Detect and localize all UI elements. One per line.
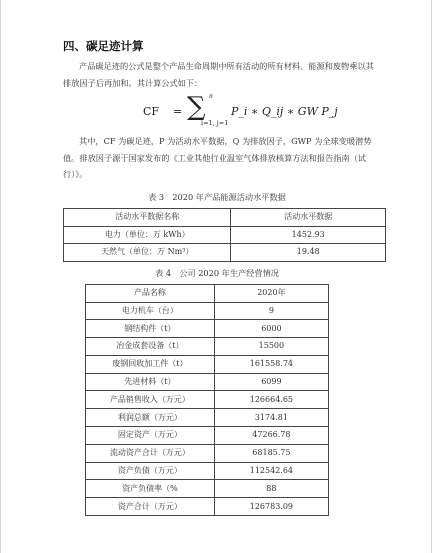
table-row [86, 320, 329, 338]
table-cell: 6000 [214, 320, 328, 338]
table4-caption: 表 4 公司 2020 年生产经营情况 [155, 268, 279, 278]
table-cell: 产品销售收入（万元） [86, 391, 215, 409]
table-cell: 电力（单位：万 kWh） [64, 226, 231, 244]
energy-activity-table [63, 208, 386, 262]
table-header-cell: 活动水平数据 [231, 209, 386, 227]
table-header-cell: 2020年 [214, 285, 328, 303]
table-cell: 资产负债（万元） [86, 462, 215, 480]
table-cell: 15500 [214, 338, 328, 356]
carbon-footprint-formula [143, 94, 373, 130]
definition-paragraph: 其中，CF 为碳足迹，P 为活动水平数据，Q 为排放因子，GWP 为全球变暖潜势值。排放因子源于国家发布的《工业其他行业温室气体排放核算方法和报告指南（试行）》。 [63, 136, 372, 179]
table-cell: 19.48 [231, 244, 386, 262]
table-cell: 废钢回收加工件（t） [86, 355, 215, 373]
formula-equals: = [173, 105, 183, 118]
table-cell: 固定资产（万元） [86, 427, 215, 445]
table-row [86, 355, 329, 373]
table-cell: 流动资产合计（万元） [86, 444, 215, 462]
table-cell: 47266.78 [214, 427, 328, 445]
table-row [86, 498, 329, 516]
formula-sigma: ∑ [187, 92, 206, 122]
table-cell: 利润总额（万元） [86, 409, 215, 427]
table-cell: 先进材料（t） [86, 373, 215, 391]
table3-caption: 表 3 2020 年产品能源活动水平数据 [148, 192, 286, 202]
table-cell: 资产合计（万元） [86, 498, 215, 516]
table-cell: 126783.09 [214, 498, 328, 516]
formula-lhs: CF [143, 105, 160, 118]
table-cell: 3174.81 [214, 409, 328, 427]
table-cell: 68185.75 [214, 444, 328, 462]
section-heading: 四、碳足迹计算 [63, 39, 144, 53]
table-row [86, 444, 329, 462]
table-cell: 88 [214, 480, 328, 498]
table-header-cell: 产品名称 [86, 285, 215, 303]
operations-table [85, 284, 329, 516]
table-cell: 112542.64 [214, 462, 328, 480]
table-header-row [64, 209, 386, 227]
table-row [86, 409, 329, 427]
table-cell: 1452.93 [231, 226, 386, 244]
table-cell: 126664.65 [214, 391, 328, 409]
table-row [86, 427, 329, 445]
formula-upper-limit: n [209, 93, 213, 100]
table-cell: 钢结构件（t） [86, 320, 215, 338]
table-row [64, 226, 386, 244]
table-row [86, 391, 329, 409]
table-header-cell: 活动水平数据名称 [64, 209, 231, 227]
table-cell: 天然气（单位：万 Nm³） [64, 244, 231, 262]
formula-body: P_i ∗ Q_ij ∗ GW P_j [231, 105, 338, 118]
table-row [86, 338, 329, 356]
table-row [86, 302, 329, 320]
table-cell: 资产负债率（% [86, 480, 215, 498]
formula-lower-limit: i=1, j=1 [201, 119, 229, 127]
table-header-row [86, 285, 329, 303]
table-cell: 6099 [214, 373, 328, 391]
table-row [64, 244, 386, 262]
table-cell: 9 [214, 302, 328, 320]
intro-paragraph: 产品碳足迹的公式是整个产品生命周期中所有活动的所有材料、能源和废物乘以其排放因子后再加和。其计算公式如下： [63, 61, 374, 88]
table-cell: 电力机车（台） [86, 302, 215, 320]
table-row [86, 462, 329, 480]
table-cell: 冶金成套设备（t） [86, 338, 215, 356]
table-cell: 161558.74 [214, 355, 328, 373]
table-row [86, 373, 329, 391]
table-row [86, 480, 329, 498]
